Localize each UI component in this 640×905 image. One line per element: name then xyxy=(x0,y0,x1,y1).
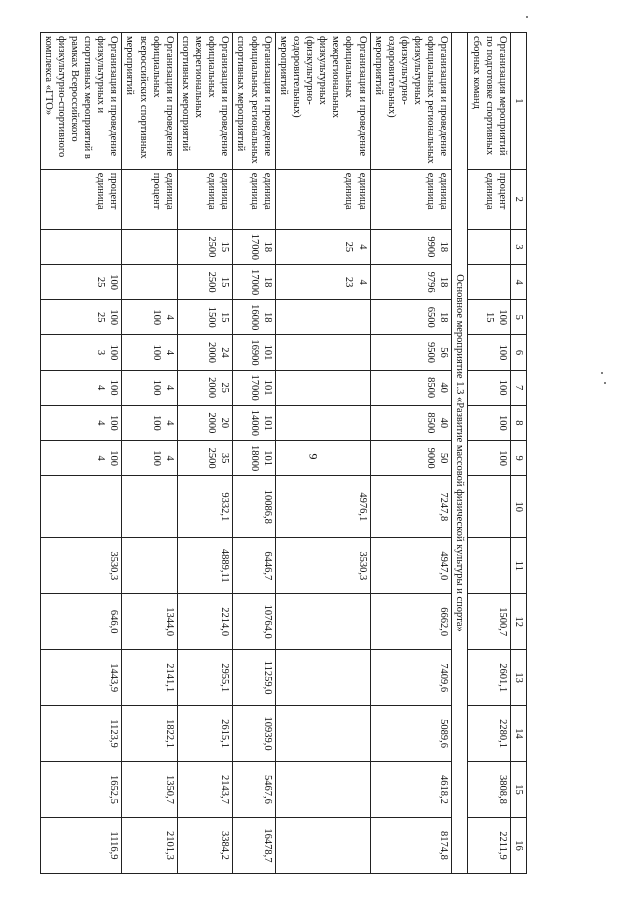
cell-value: 101 xyxy=(261,344,273,361)
amount-c15: 4618,2 xyxy=(370,762,452,818)
cell-value: 1500 xyxy=(206,306,218,328)
indicator-c7 xyxy=(40,370,122,405)
cell-value: 40 xyxy=(438,417,450,429)
cell-value: 4 xyxy=(95,420,107,426)
amount-c10 xyxy=(122,476,178,538)
column-number: 12 xyxy=(510,594,526,650)
cell-value: 40 xyxy=(438,382,450,393)
cell-value: 8500 xyxy=(425,412,437,434)
cell-value: 23 xyxy=(343,276,355,288)
amount-c11: 6446,7 xyxy=(233,538,275,594)
indicator-c8 xyxy=(177,405,233,440)
cell-value: 4 xyxy=(163,349,175,356)
page-number: 9 xyxy=(306,453,321,460)
amount-c13: 2601,1 xyxy=(468,650,510,706)
indicator-c5 xyxy=(233,300,275,335)
cell-value: 4 xyxy=(95,455,107,461)
cell-value: единица xyxy=(483,172,495,210)
cell-value: 25 xyxy=(343,241,355,253)
cell-value: 2500 xyxy=(206,271,218,293)
cell-value: 4 xyxy=(356,244,368,250)
amount-c10 xyxy=(40,476,122,538)
cell-value: 25 xyxy=(95,312,107,323)
column-number: 6 xyxy=(510,335,526,370)
cell-value: процент xyxy=(108,172,120,210)
cell-value: 4 xyxy=(95,385,107,391)
cell-value: 100 xyxy=(108,450,120,466)
indicator-c9 xyxy=(275,440,370,475)
cell-value: 9900 xyxy=(425,236,437,258)
program-indicators-table xyxy=(40,32,527,874)
cell-value: 4 xyxy=(356,279,368,285)
measure-name: Организация и проведение физкультурных и спортивных мероприятий в рамках Всероссийского физкультурно-спортивного комплекса «ГТО» xyxy=(40,33,122,170)
unit-cell xyxy=(40,169,122,229)
indicator-c6 xyxy=(122,335,178,370)
cell-value: 15 xyxy=(219,276,231,288)
cell-value: 9000 xyxy=(425,447,437,469)
indicator-c9 xyxy=(233,440,275,475)
indicator-c8 xyxy=(233,405,275,440)
table-row xyxy=(40,33,122,874)
column-number: 14 xyxy=(510,706,526,762)
indicator-c5 xyxy=(40,300,122,335)
amount-c12: 646,0 xyxy=(40,594,122,650)
cell-value: 100 xyxy=(496,450,508,466)
cell-value: 101 xyxy=(261,379,273,396)
column-number: 8 xyxy=(510,405,526,440)
cell-value: 15 xyxy=(483,312,495,323)
cell-value: единица xyxy=(356,172,368,210)
indicator-c5 xyxy=(468,300,510,335)
indicator-c4 xyxy=(122,264,178,299)
cell-value: 18 xyxy=(438,241,450,253)
cell-value: 100 xyxy=(150,309,162,326)
column-number: 7 xyxy=(510,370,526,405)
amount-c10: 9332,1 xyxy=(177,476,233,538)
indicator-c7 xyxy=(122,370,178,405)
indicator-c9 xyxy=(177,440,233,475)
cell-value: единица xyxy=(438,172,450,210)
indicator-c5 xyxy=(370,300,452,335)
cell-value: 4 xyxy=(163,420,175,426)
cell-value: процент xyxy=(150,172,162,210)
amount-c16: 2101,3 xyxy=(122,817,178,873)
cell-value: 25 xyxy=(95,276,107,288)
cell-value: 17000 xyxy=(248,233,260,260)
cell-value: 35 xyxy=(219,452,231,464)
measure-name: Организация и проведение официальных межрегиональных физкультурных (физкультурно-оздоровительных) мероприятий xyxy=(275,33,370,170)
cell-value: 24 xyxy=(219,347,231,358)
indicator-c4 xyxy=(233,264,275,299)
unit-cell xyxy=(177,169,233,229)
amount-c14: 5089,6 xyxy=(370,706,452,762)
indicator-c3 xyxy=(275,229,370,264)
amount-c14: 2615,1 xyxy=(177,706,233,762)
cell-value: 100 xyxy=(496,379,508,396)
measure-name: Организация и проведение официальных всероссийских спортивных мероприятий xyxy=(122,33,178,170)
amount-c11 xyxy=(468,538,510,594)
unit-cell xyxy=(275,169,370,229)
indicator-c4 xyxy=(370,264,452,299)
table-row xyxy=(233,33,275,874)
cell-value: 17000 xyxy=(248,268,260,296)
indicator-c9 xyxy=(122,440,178,475)
amount-c15 xyxy=(275,762,370,818)
cell-value: единица xyxy=(95,172,107,210)
cell-value: 25 xyxy=(219,382,231,393)
column-number: 2 xyxy=(510,169,526,229)
cell-value: 16900 xyxy=(248,339,260,366)
indicator-c9 xyxy=(40,440,122,475)
amount-c16: 2211,9 xyxy=(468,817,510,873)
cell-value: 100 xyxy=(108,309,120,326)
indicator-c4 xyxy=(40,264,122,299)
unit-cell xyxy=(370,169,452,229)
indicator-c7 xyxy=(468,370,510,405)
cell-value: 100 xyxy=(108,274,120,290)
amount-c12 xyxy=(275,594,370,650)
rotated-page-content xyxy=(42,32,527,874)
cell-value: единица xyxy=(425,172,437,210)
amount-c12: 2214,0 xyxy=(177,594,233,650)
measure-name: Организация мероприятий по подготовке спортивных сборных команд xyxy=(468,33,510,170)
cell-value: 101 xyxy=(261,415,273,431)
column-number: 4 xyxy=(510,264,526,299)
indicator-c8 xyxy=(40,405,122,440)
cell-value: 2500 xyxy=(206,447,218,469)
cell-value: 100 xyxy=(496,344,508,361)
cell-value: 100 xyxy=(108,379,120,396)
cell-value: процент xyxy=(496,172,508,210)
column-number: 16 xyxy=(510,817,526,873)
indicator-c5 xyxy=(275,300,370,335)
amount-c15: 5467,6 xyxy=(233,762,275,818)
table-row xyxy=(275,33,370,874)
cell-value: единица xyxy=(248,172,260,210)
unit-cell xyxy=(122,169,178,229)
amount-c12: 1344,0 xyxy=(122,594,178,650)
cell-value: 100 xyxy=(496,309,508,326)
indicator-c7 xyxy=(370,370,452,405)
indicator-c4 xyxy=(468,264,510,299)
cell-value: 56 xyxy=(438,347,450,358)
cell-value: 15 xyxy=(219,312,231,323)
amount-c10: 7247,8 xyxy=(370,476,452,538)
cell-value: 2500 xyxy=(206,236,218,258)
cell-value: 100 xyxy=(108,415,120,431)
indicator-c9 xyxy=(468,440,510,475)
amount-c11: 3530,3 xyxy=(275,538,370,594)
section-title: Основное мероприятие 1.3 «Развитие массовой физической культуры и спорта» xyxy=(452,33,468,874)
amount-c16: 1116,9 xyxy=(40,817,122,873)
cell-value: 50 xyxy=(438,452,450,464)
cell-value: единица xyxy=(163,172,175,210)
amount-c10: 4976,1 xyxy=(275,476,370,538)
header-row xyxy=(510,33,526,874)
cell-value: 2000 xyxy=(206,412,218,434)
cell-value: 100 xyxy=(108,344,120,361)
scan-speck xyxy=(526,16,528,18)
cell-value: 6500 xyxy=(425,306,437,328)
amount-c16 xyxy=(275,817,370,873)
amount-c10: 10086,8 xyxy=(233,476,275,538)
table-row xyxy=(122,33,178,874)
cell-value: 100 xyxy=(150,415,162,431)
section-row xyxy=(452,33,468,874)
cell-value: единица xyxy=(219,172,231,210)
amount-c12: 6662,0 xyxy=(370,594,452,650)
cell-value: 20 xyxy=(219,417,231,429)
indicator-c3 xyxy=(177,229,233,264)
amount-c12: 1500,7 xyxy=(468,594,510,650)
amount-c13: 7409,6 xyxy=(370,650,452,706)
cell-value: 14000 xyxy=(248,409,260,436)
indicator-c3 xyxy=(40,229,122,264)
indicator-c6 xyxy=(233,335,275,370)
column-number: 5 xyxy=(510,300,526,335)
amount-c13: 2141,1 xyxy=(122,650,178,706)
amount-c10 xyxy=(468,476,510,538)
indicator-c6 xyxy=(275,335,370,370)
amount-c14: 1123,9 xyxy=(40,706,122,762)
cell-value: 18 xyxy=(261,276,273,288)
indicator-c4 xyxy=(275,264,370,299)
scan-speck xyxy=(601,372,603,374)
cell-value: 3 xyxy=(95,349,107,356)
cell-value: 18 xyxy=(261,312,273,323)
unit-cell xyxy=(233,169,275,229)
amount-c11: 4947,0 xyxy=(370,538,452,594)
amount-c15: 1350,7 xyxy=(122,762,178,818)
cell-value: 2000 xyxy=(206,377,218,399)
indicator-c3 xyxy=(122,229,178,264)
amount-c13 xyxy=(275,650,370,706)
amount-c15: 3808,8 xyxy=(468,762,510,818)
indicator-c5 xyxy=(177,300,233,335)
cell-value: единица xyxy=(343,172,355,210)
amount-c14: 1822,1 xyxy=(122,706,178,762)
unit-cell xyxy=(468,169,510,229)
cell-value: 4 xyxy=(163,385,175,391)
cell-value: 18 xyxy=(261,241,273,253)
table-row xyxy=(468,33,510,874)
cell-value: единица xyxy=(261,172,273,210)
cell-value: 100 xyxy=(496,415,508,431)
amount-c13: 1443,9 xyxy=(40,650,122,706)
indicator-c7 xyxy=(275,370,370,405)
cell-value: 18000 xyxy=(248,444,260,472)
cell-value: 17000 xyxy=(248,374,260,401)
column-number: 15 xyxy=(510,762,526,818)
amount-c14: 10939,0 xyxy=(233,706,275,762)
cell-value: 18 xyxy=(438,312,450,323)
column-number: 13 xyxy=(510,650,526,706)
indicator-c8 xyxy=(370,405,452,440)
indicator-c9 xyxy=(370,440,452,475)
cell-value: 8500 xyxy=(425,377,437,399)
column-number: 3 xyxy=(510,229,526,264)
amount-c14 xyxy=(275,706,370,762)
indicator-c8 xyxy=(122,405,178,440)
cell-value: 4 xyxy=(163,455,175,461)
cell-value: 100 xyxy=(150,379,162,396)
indicator-c5 xyxy=(122,300,178,335)
amount-c11: 3530,3 xyxy=(40,538,122,594)
column-number: 9 xyxy=(510,440,526,475)
indicator-c3 xyxy=(233,229,275,264)
cell-value: 9796 xyxy=(425,271,437,293)
column-number: 1 xyxy=(510,33,526,170)
cell-value: 9500 xyxy=(425,341,437,363)
measure-name: Организация и проведение официальных региональных спортивных мероприятий xyxy=(233,33,275,170)
table-row xyxy=(177,33,233,874)
indicator-c3 xyxy=(370,229,452,264)
amount-c12: 10764,0 xyxy=(233,594,275,650)
cell-value: 100 xyxy=(150,450,162,466)
scan-speck xyxy=(604,382,606,384)
table-row xyxy=(370,33,452,874)
amount-c15: 1652,5 xyxy=(40,762,122,818)
rotated-table-wrapper xyxy=(42,32,527,874)
indicator-c8 xyxy=(275,405,370,440)
column-number: 11 xyxy=(510,538,526,594)
cell-value: 18 xyxy=(438,276,450,288)
amount-c16: 3384,2 xyxy=(177,817,233,873)
amount-c13: 11259,0 xyxy=(233,650,275,706)
cell-value: 4 xyxy=(163,314,175,320)
indicator-c8 xyxy=(468,405,510,440)
indicator-c6 xyxy=(468,335,510,370)
cell-value: 2000 xyxy=(206,341,218,363)
amount-c16: 16478,7 xyxy=(233,817,275,873)
cell-value: 100 xyxy=(150,344,162,361)
indicator-c6 xyxy=(177,335,233,370)
measure-name: Организация и проведение официальных региональных физкультурных (физкультурно-оздоровительных) мероприятий xyxy=(370,33,452,170)
measure-name: Организация и проведение официальных межрегиональных спортивных мероприятий xyxy=(177,33,233,170)
indicator-c7 xyxy=(177,370,233,405)
indicator-c4 xyxy=(177,264,233,299)
column-number: 10 xyxy=(510,476,526,538)
cell-value: единица xyxy=(206,172,218,210)
cell-value: 16000 xyxy=(248,304,260,331)
amount-c15: 2143,7 xyxy=(177,762,233,818)
indicator-c6 xyxy=(370,335,452,370)
indicator-c3 xyxy=(468,229,510,264)
amount-c14: 2280,1 xyxy=(468,706,510,762)
indicator-c6 xyxy=(40,335,122,370)
amount-c11: 4889,11 xyxy=(177,538,233,594)
cell-value: 15 xyxy=(219,241,231,253)
indicator-c7 xyxy=(233,370,275,405)
cell-value: 101 xyxy=(261,450,273,466)
amount-c16: 8174,8 xyxy=(370,817,452,873)
amount-c11 xyxy=(122,538,178,594)
amount-c13: 2955,1 xyxy=(177,650,233,706)
